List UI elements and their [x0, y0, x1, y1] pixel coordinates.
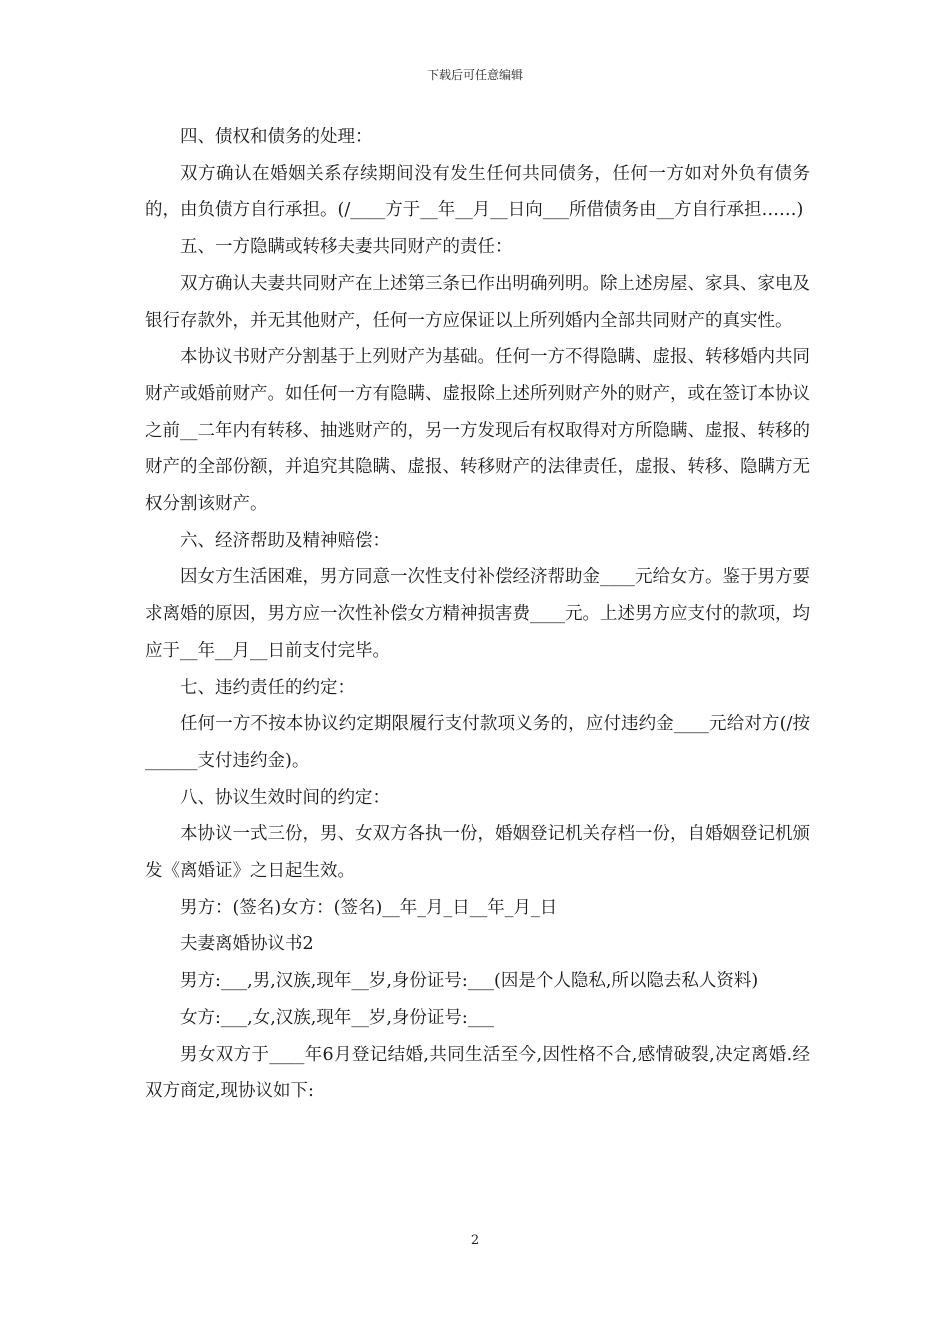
document-title-2: 夫妻离婚协议书2 — [180, 934, 314, 955]
paragraph: 因女方生活困难，男方同意一次性支付补偿经济帮助金____元给女方。鉴于男方要求离婚的原因，男方应一次性补偿女方精神损害费____元。上述男方应支付的款项，均应于__年__月__日前支付完毕。 — [145, 567, 810, 661]
document-body — [145, 119, 810, 1110]
male-party-info: 男方:___,男,汉族,现年__岁,身份证号:___(因是个人隐私,所以隐去私人资料) — [180, 971, 759, 992]
signature-line: 男方：(签名)女方：(签名)__年_月_日__年_月_日 — [180, 897, 558, 918]
paragraph: 本协议一式三份，男、女双方各执一份，婚姻登记机关存档一份，自婚姻登记机颁发《离婚证》之日起生效。 — [145, 824, 810, 882]
paragraph: 任何一方不按本协议约定期限履行支付款项义务的，应付违约金____元给对方(/按______支付违约金)。 — [145, 714, 810, 771]
section-heading-debts: 四、债权和债务的处理： — [180, 127, 373, 147]
section-heading-breach: 七、违约责任的约定： — [180, 677, 355, 698]
paragraph: 双方确认夫妻共同财产在上述第三条已作出明确列明。除上述房屋、家具、家电及银行存款外，并无其他财产，任何一方应保证以上所列婚内全部共同财产的真实性。 — [145, 273, 810, 331]
paragraph: 双方确认在婚姻关系存续期间没有发生任何共同债务，任何一方如对外负有债务的，由负债方自行承担。(/____方于__年__月__日向___所借债务由__方自行承担……) — [145, 163, 810, 221]
paragraph: 男女双方于____年6月登记结婚,共同生活至今,因性格不合,感情破裂,决定离婚.经双方商定,现协议如下: — [145, 1044, 810, 1102]
section-heading-compensation: 六、经济帮助及精神赔偿： — [180, 530, 390, 551]
female-party-info: 女方:___,女,汉族,现年__岁,身份证号:___ — [180, 1007, 495, 1028]
section-heading-concealment: 五、一方隐瞒或转移夫妻共同财产的责任： — [180, 237, 513, 258]
page-number: 2 — [470, 1233, 480, 1248]
section-heading-effective-date: 八、协议生效时间的约定： — [180, 787, 390, 808]
page-header: 下载后可任意编辑 — [426, 68, 523, 82]
paragraph: 本协议书财产分割基于上列财产为基础。任何一方不得隐瞒、虚报、转移婚内共同财产或婚前财产。如任何一方有隐瞒、虚报除上述所列财产外的财产，或在签订本协议之前__二年内有转移、抽逃财产的，另一方发现后有权取得对方所隐瞒、虚报、转移的财产的全部份额，并追究其隐瞒、虚报、转移财产的法律责任，虚报、转移、隐瞒方无权分割该财产。 — [145, 347, 810, 515]
